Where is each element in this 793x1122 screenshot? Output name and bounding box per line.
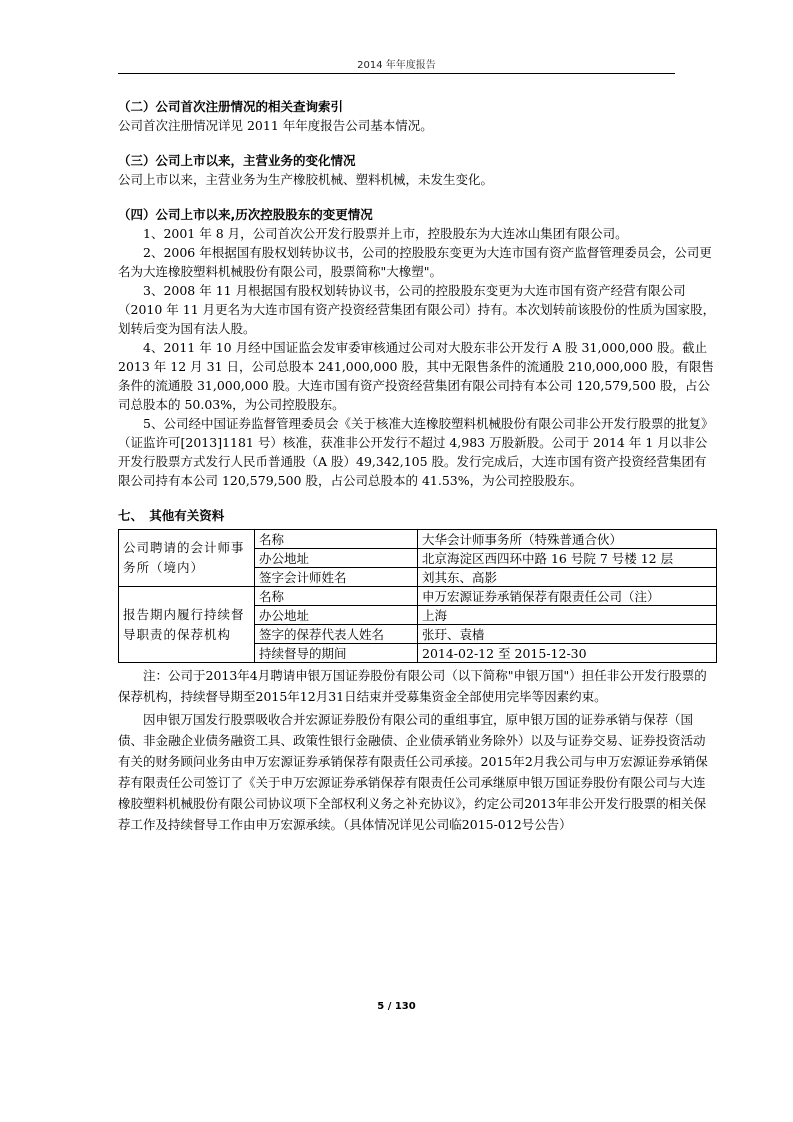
other-info-table — [118, 529, 717, 663]
table-row — [119, 530, 717, 549]
section-4-paragraph-2: 2、2006 年根据国有股权划转协议书，公司的控股股东变更为大连市国有资产监督管理委员会，公司更名为大连橡胶塑料机械股份有限公司，股票简称"大橡塑"。 — [118, 245, 712, 279]
table-cell-key: 办公地址 — [255, 549, 418, 568]
table-cell-value: 刘其东、高影 — [418, 568, 717, 587]
table-row — [119, 587, 717, 606]
table-cell-value: 张玗、袁樯 — [418, 625, 717, 644]
table-cell-key: 名称 — [255, 530, 418, 549]
section-4-paragraph-1: 1、2001 年 8 月，公司首次公开发行股票并上市，控股股东为大连冰山集团有限公司。 — [143, 226, 628, 241]
section-7-heading: 七、 其他有关资料 — [118, 508, 225, 523]
sponsor-institution-label: 报告期内履行持续督导职责的保荐机构 — [119, 587, 255, 663]
table-cell-key: 持续督导的期间 — [255, 644, 418, 663]
section-3-text: 公司上市以来，主营业务为生产橡胶机械、塑料机械，未发生变化。 — [118, 172, 494, 187]
section-4-paragraph-5: 5、公司经中国证券监督管理委员会《关于核准大连橡胶塑料机械股份有限公司非公开发行股票的批复》（证监许可[2013]1181 号）核准，获准非公开发行不超过 4,983 万股新股。公司于 2014 年 1 月以非公开发行股票方式发行人民币普通股（A 股）49,342,105 股。发行完成后，大连市国有资产投资经营集团有限公司持有本公司 120,579,500 股，占公司总股本的 41.53%，为公司控股股东。 — [118, 416, 714, 488]
table-cell-value: 大华会计师事务所（特殊普通合伙） — [418, 530, 717, 549]
report-header: 2014 年年度报告 — [357, 60, 436, 71]
page-number: 5 / 130 — [377, 1001, 416, 1012]
table-cell-value: 申万宏源证券承销保荐有限责任公司（注） — [418, 587, 717, 606]
table-cell-key: 签字会计师姓名 — [255, 568, 418, 587]
header-divider — [118, 73, 675, 74]
table-cell-key: 办公地址 — [255, 606, 418, 625]
accounting-firm-label: 公司聘请的会计师事务所（境内） — [119, 530, 255, 587]
table-cell-value: 上海 — [418, 606, 717, 625]
sponsor-note-1: 注：公司于2013年4月聘请申银万国证券股份有限公司（以下简称"申银万国"）担任非公开发行股票的保荐机构，持续督导期至2015年12月31日结束并受募集资金全部使用完毕等因素约束。 — [118, 668, 707, 704]
sponsor-note-2: 因申银万国发行股票吸收合并宏源证券股份有限公司的重组事宜，原申银万国的证券承销与保荐（国债、非金融企业债务融资工具、政策性银行金融债、企业债承销业务除外）以及与证券交易、证券投资活动有关的财务顾问业务由申万宏源证券承销保荐有限责任公司承接。2015年2月我公司与申万宏源证券承销保荐有限责任公司签订了《关于申万宏源证券承销保荐有限责任公司承继原申银万国证券股份有限公司与大连橡胶塑料机械股份有限公司协议项下全部权利义务之补充协议》，约定公司2013年非公开发行股票的相关保荐工作及持续督导工作由申万宏源承续。（具体情况详见公司临2015-012号公告） — [118, 712, 708, 832]
table-cell-key: 名称 — [255, 587, 418, 606]
page-content — [118, 97, 716, 835]
section-4-heading: （四）公司上市以来,历次控股股东的变更情况 — [118, 207, 373, 222]
section-3-heading: （三）公司上市以来，主营业务的变化情况 — [118, 153, 356, 168]
section-2-heading: （二）公司首次注册情况的相关查询索引 — [118, 99, 344, 114]
section-4-paragraph-4: 4、2011 年 10 月经中国证监会发审委审核通过公司对大股东非公开发行 A 股 31,000,000 股。截止 2013 年 12 月 31 日，公司总股本 241,000,000 股，其中无限售条件的流通股 210,000,000 股，有限售条件的流通股 31,000,000 股。大连市国有资产投资经营集团有限公司持有本公司 120,579,500 股，占公司总股本的 50.03%，为公司控股股东。 — [118, 340, 714, 412]
table-cell-value: 2014-02-12 至 2015-12-30 — [418, 644, 717, 663]
table-cell-value: 北京海淀区西四环中路 16 号院 7 号楼 12 层 — [418, 549, 717, 568]
section-2-text: 公司首次注册情况详见 2011 年年度报告公司基本情况。 — [118, 118, 433, 133]
table-cell-key: 签字的保荐代表人姓名 — [255, 625, 418, 644]
section-4-paragraph-3: 3、2008 年 11 月根据国有股权划转协议书，公司的控股股东变更为大连市国有资产经营有限公司（2010 年 11 月更名为大连市国有资产投资经营集团有限公司）持有。本次划转前该股份的性质为国家股，划转后变为国有法人股。 — [118, 283, 716, 336]
